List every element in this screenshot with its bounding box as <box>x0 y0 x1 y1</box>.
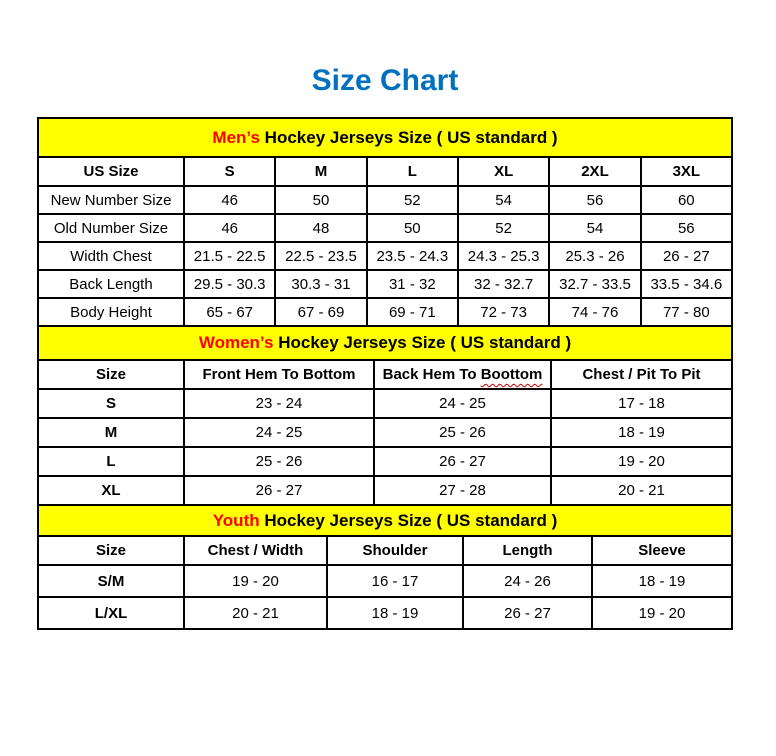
value-cell: 54 <box>549 214 640 242</box>
youth-col-header-size: Size <box>38 536 184 565</box>
value-cell: 67 - 69 <box>275 298 366 326</box>
value-cell: 69 - 71 <box>367 298 458 326</box>
youth-header-text: Hockey Jerseys Size ( US standard ) <box>259 510 558 530</box>
value-cell: 18 - 19 <box>592 565 732 597</box>
value-cell: 52 <box>458 214 549 242</box>
value-cell: 16 - 17 <box>327 565 463 597</box>
value-cell: 29.5 - 30.3 <box>184 270 275 298</box>
value-cell: 27 - 28 <box>374 476 551 505</box>
table-row <box>38 298 732 326</box>
mens-section-header-row <box>38 118 732 157</box>
value-cell: 25.3 - 26 <box>549 242 640 270</box>
youth-col-header-length: Length <box>463 536 592 565</box>
row-label: Back Length <box>38 270 184 298</box>
value-cell: 56 <box>549 186 640 214</box>
table-row <box>38 389 732 418</box>
table-row <box>38 565 732 597</box>
youth-section-header <box>38 505 732 536</box>
value-cell: 19 - 20 <box>551 447 732 476</box>
mens-col-header-xl: XL <box>458 157 549 186</box>
value-cell: 48 <box>275 214 366 242</box>
value-cell: 32.7 - 33.5 <box>549 270 640 298</box>
size-tables-container <box>37 117 733 630</box>
back-hem-misspelled-word: Boottom <box>480 366 543 383</box>
row-label: S <box>38 389 184 418</box>
row-label: Body Height <box>38 298 184 326</box>
womens-col-header-size: Size <box>38 360 184 389</box>
womens-section-header-row <box>38 326 732 360</box>
value-cell: 26 - 27 <box>463 597 592 629</box>
mens-section-header <box>38 118 732 157</box>
row-label: L <box>38 447 184 476</box>
value-cell: 50 <box>275 186 366 214</box>
value-cell: 46 <box>184 186 275 214</box>
value-cell: 24 - 25 <box>184 418 374 447</box>
back-hem-prefix: Back Hem To <box>382 366 481 383</box>
size-chart-page <box>0 64 776 630</box>
value-cell: 22.5 - 23.5 <box>275 242 366 270</box>
value-cell: 20 - 21 <box>551 476 732 505</box>
row-label: L/XL <box>38 597 184 629</box>
page-title: Size Chart <box>311 64 459 97</box>
youth-col-header-sleeve: Sleeve <box>592 536 732 565</box>
value-cell: 24.3 - 25.3 <box>458 242 549 270</box>
value-cell: 20 - 21 <box>184 597 327 629</box>
value-cell: 26 - 27 <box>184 476 374 505</box>
mens-size-table <box>37 117 733 327</box>
mens-col-header-2xl: 2XL <box>549 157 640 186</box>
value-cell: 21.5 - 22.5 <box>184 242 275 270</box>
value-cell: 33.5 - 34.6 <box>641 270 732 298</box>
value-cell: 26 - 27 <box>641 242 732 270</box>
row-label: Width Chest <box>38 242 184 270</box>
table-row <box>38 242 732 270</box>
youth-column-header-row <box>38 536 732 565</box>
mens-col-header-3xl: 3XL <box>641 157 732 186</box>
womens-col-header-chest: Chest / Pit To Pit <box>551 360 732 389</box>
mens-header-text: Hockey Jerseys Size ( US standard ) <box>259 127 558 147</box>
table-row <box>38 418 732 447</box>
value-cell: 23.5 - 24.3 <box>367 242 458 270</box>
mens-col-header-us-size: US Size <box>38 157 184 186</box>
value-cell: 50 <box>367 214 458 242</box>
value-cell: 30.3 - 31 <box>275 270 366 298</box>
value-cell: 72 - 73 <box>458 298 549 326</box>
value-cell: 18 - 19 <box>327 597 463 629</box>
value-cell: 25 - 26 <box>374 418 551 447</box>
row-label: Old Number Size <box>38 214 184 242</box>
mens-col-header-l: L <box>367 157 458 186</box>
value-cell: 26 - 27 <box>374 447 551 476</box>
value-cell: 24 - 26 <box>463 565 592 597</box>
womens-accent-word: Women’s <box>198 333 274 352</box>
value-cell: 52 <box>367 186 458 214</box>
table-row <box>38 597 732 629</box>
value-cell: 60 <box>641 186 732 214</box>
value-cell: 31 - 32 <box>367 270 458 298</box>
mens-col-header-m: M <box>275 157 366 186</box>
value-cell: 25 - 26 <box>184 447 374 476</box>
womens-size-table <box>37 325 733 506</box>
womens-col-header-front-hem: Front Hem To Bottom <box>184 360 374 389</box>
value-cell: 46 <box>184 214 275 242</box>
row-label: XL <box>38 476 184 505</box>
value-cell: 24 - 25 <box>374 389 551 418</box>
value-cell: 77 - 80 <box>641 298 732 326</box>
value-cell: 74 - 76 <box>549 298 640 326</box>
value-cell: 23 - 24 <box>184 389 374 418</box>
value-cell: 65 - 67 <box>184 298 275 326</box>
mens-column-header-row <box>38 157 732 186</box>
row-label: S/M <box>38 565 184 597</box>
table-row <box>38 186 732 214</box>
value-cell: 17 - 18 <box>551 389 732 418</box>
table-row <box>38 476 732 505</box>
row-label: M <box>38 418 184 447</box>
womens-header-text: Hockey Jerseys Size ( US standard ) <box>273 333 572 352</box>
table-row <box>38 214 732 242</box>
mens-accent-word: Men’s <box>212 127 260 147</box>
table-row <box>38 270 732 298</box>
value-cell: 19 - 20 <box>592 597 732 629</box>
value-cell: 19 - 20 <box>184 565 327 597</box>
youth-col-header-chest-width: Chest / Width <box>184 536 327 565</box>
value-cell: 54 <box>458 186 549 214</box>
table-row <box>38 447 732 476</box>
value-cell: 18 - 19 <box>551 418 732 447</box>
womens-section-header <box>38 326 732 360</box>
youth-section-header-row <box>38 505 732 536</box>
value-cell: 56 <box>641 214 732 242</box>
youth-col-header-shoulder: Shoulder <box>327 536 463 565</box>
youth-size-table <box>37 504 733 630</box>
womens-column-header-row <box>38 360 732 389</box>
value-cell: 32 - 32.7 <box>458 270 549 298</box>
youth-accent-word: Youth <box>212 510 260 530</box>
row-label: New Number Size <box>38 186 184 214</box>
mens-col-header-s: S <box>184 157 275 186</box>
womens-col-header-back-hem <box>374 360 551 389</box>
